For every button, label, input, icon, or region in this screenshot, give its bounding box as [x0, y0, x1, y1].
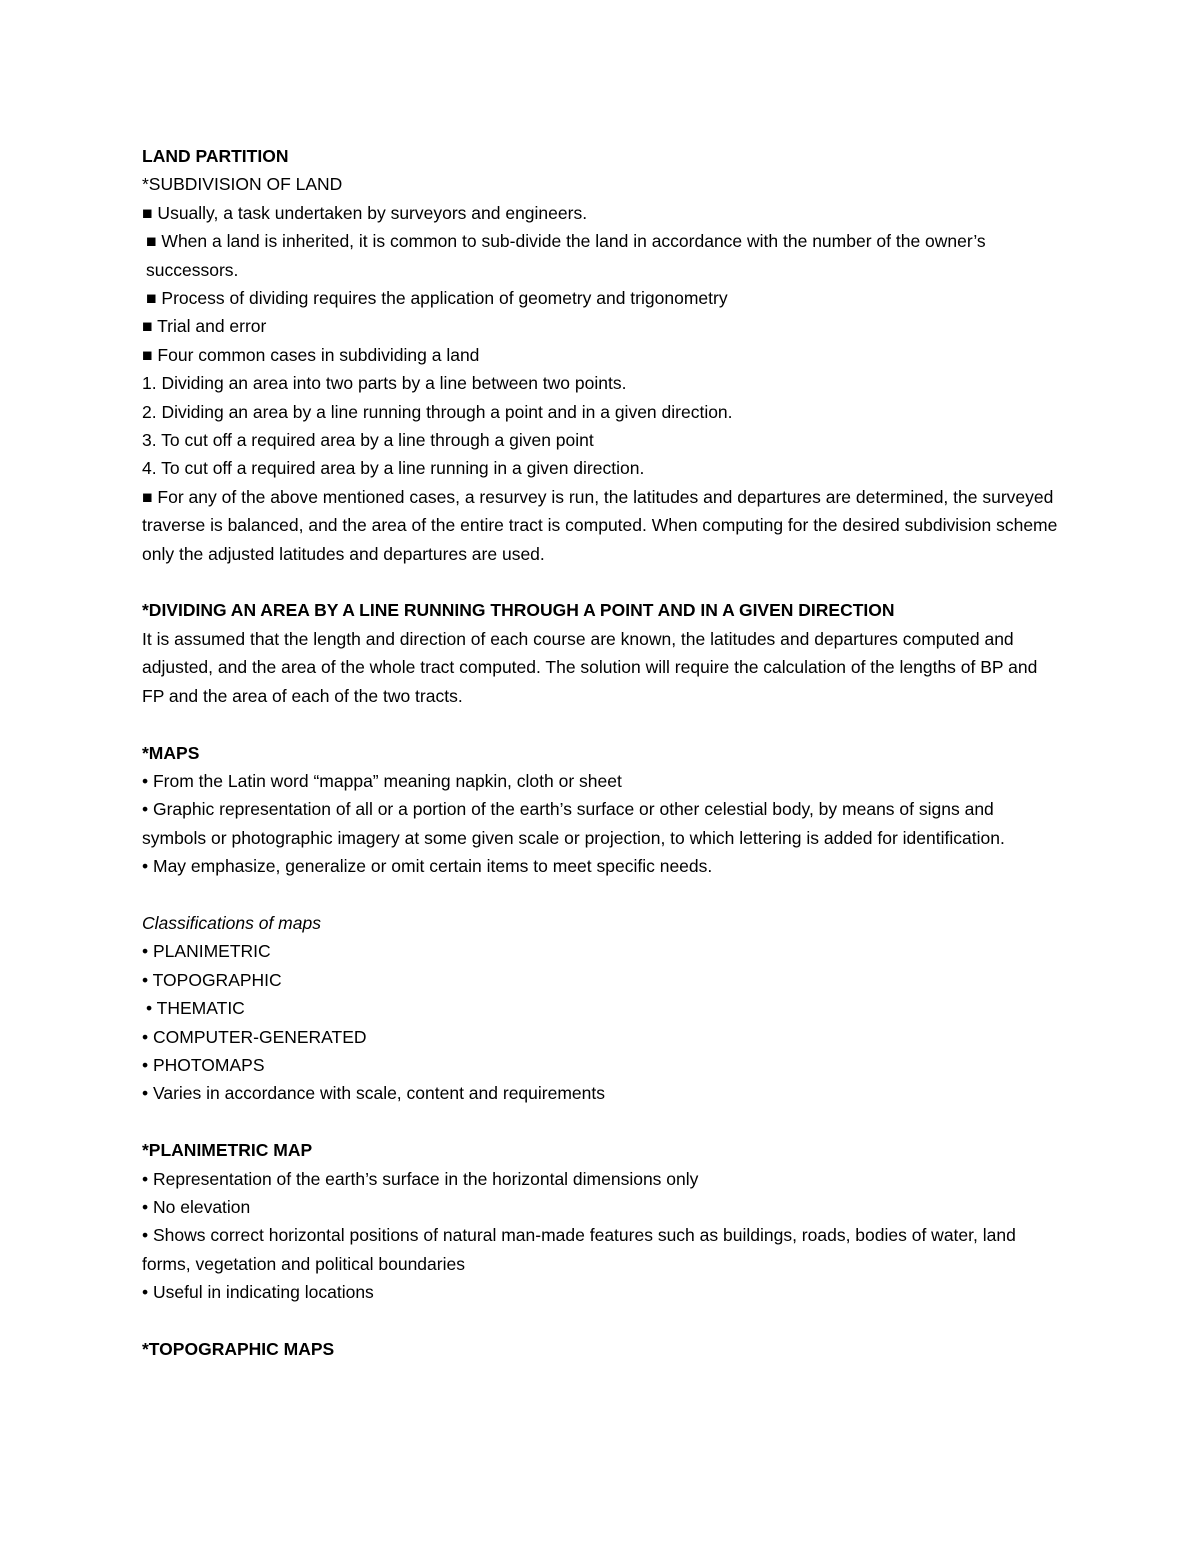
case-item: 4. To cut off a required area by a line running in a given direction.: [142, 458, 645, 479]
case-item: 2. Dividing an area by a line running through a point and in a given direction.: [142, 401, 733, 422]
section-heading-subdivision: *SUBDIVISION OF LAND: [142, 174, 343, 195]
bullet-item: • No elevation: [142, 1196, 251, 1217]
spacer: [142, 1307, 1062, 1335]
spacer: [142, 881, 1062, 909]
case-item: 1. Dividing an area into two parts by a line between two points.: [142, 373, 627, 394]
spacer: [142, 568, 1062, 596]
bullet-item: • Useful in indicating locations: [142, 1282, 374, 1303]
list-item: • THEMATIC: [146, 998, 245, 1019]
list-item: • TOPOGRAPHIC: [142, 969, 282, 990]
paragraph-dividing: It is assumed that the length and direction of each course are known, the latitudes and departures computed and adjusted, and the area of the whole tract computed. The solution will require the calculation of the lengths of BP and FP and the area of each of the two tracts.: [142, 628, 1038, 706]
bullet-item: • Graphic representation of all or a portion of the earth’s surface or other celestial body, by means of signs and symbols or photographic imagery at some given scale or projection, to which lettering is added for identification.: [142, 799, 1005, 848]
spacer: [142, 1108, 1062, 1136]
bullet-item: ■ Four common cases in subdividing a land: [142, 344, 480, 365]
bullet-item: ■ When a land is inherited, it is common to sub-divide the land in accordance with the number of the owner’s successors.: [146, 231, 986, 280]
list-item: • COMPUTER-GENERATED: [142, 1026, 367, 1047]
section-heading-dividing: *DIVIDING AN AREA BY A LINE RUNNING THROUGH A POINT AND IN A GIVEN DIRECTION: [142, 600, 895, 621]
bullet-item: • Shows correct horizontal positions of natural man-made features such as buildings, roads, bodies of water, land forms, vegetation and political boundaries: [142, 1225, 1016, 1274]
resurvey-note: ■ For any of the above mentioned cases, a resurvey is run, the latitudes and departures are determined, the surveyed traverse is balanced, and the area of the entire tract is computed. When computing for the desired subdivision scheme only the adjusted latitudes and departures are used.: [142, 486, 1058, 564]
section-heading-planimetric: *PLANIMETRIC MAP: [142, 1140, 313, 1161]
list-item: • Varies in accordance with scale, content and requirements: [142, 1083, 605, 1104]
bullet-item: ■ Usually, a task undertaken by surveyors and engineers.: [142, 202, 588, 223]
list-item: • PLANIMETRIC: [142, 941, 271, 962]
bullet-item: • May emphasize, generalize or omit certain items to meet specific needs.: [142, 856, 713, 877]
bullet-item: • Representation of the earth’s surface in the horizontal dimensions only: [142, 1168, 699, 1189]
section-heading-classifications: Classifications of maps: [142, 912, 321, 933]
bullet-item: ■ Trial and error: [142, 316, 267, 337]
section-heading-topographic: *TOPOGRAPHIC MAPS: [142, 1338, 335, 1359]
case-item: 3. To cut off a required area by a line through a given point: [142, 430, 594, 451]
document-body: [142, 142, 1062, 1363]
section-heading-maps: *MAPS: [142, 742, 200, 763]
list-item: • PHOTOMAPS: [142, 1054, 265, 1075]
spacer: [142, 710, 1062, 738]
bullet-item: ■ Process of dividing requires the application of geometry and trigonometry: [146, 288, 728, 309]
bullet-item: • From the Latin word “mappa” meaning napkin, cloth or sheet: [142, 770, 622, 791]
page-title: LAND PARTITION: [142, 146, 289, 166]
